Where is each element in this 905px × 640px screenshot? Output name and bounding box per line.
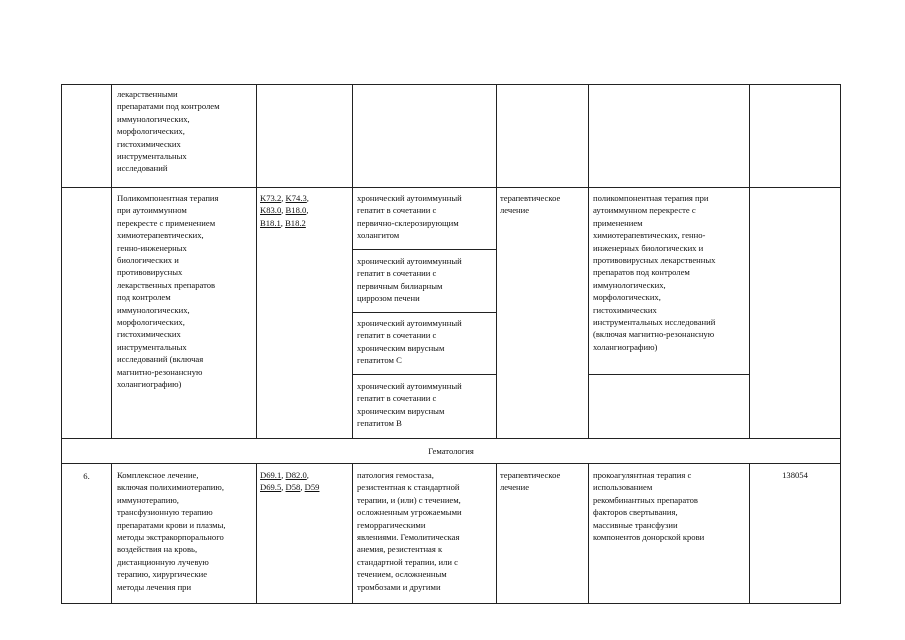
section-divider-bottom: [61, 463, 841, 464]
treatment-type-text: терапевтическое лечение: [500, 470, 561, 493]
col-sep: [111, 84, 112, 438]
method-text: Поликомпонентная терапия при аутоиммунном перекресте с применением химиотерапевтических, генно-инженерных биологических и противовирусных лекарственных препаратов под контролем иммунологических, морфологических, гистохимических инструментальных исследований (включая магнитно-резонансную холангиографию): [117, 193, 219, 390]
model-subdivider: [352, 312, 496, 313]
icd-code-link[interactable]: D59: [304, 482, 320, 493]
treatment-method-text: поликомпонентная терапия при аутоиммунном перекресте с применением химиотерапевтических, генно- инженерных биологических и противовирусных лекарственных препаратов под контролем иммунологических, морфологических, гистохимических инструментальных исследований (включая магнитно-резонансную холангиографию): [593, 193, 716, 352]
icd-codes: D69.1, D82.0, D69.5, D58, D59: [260, 470, 320, 493]
treatment-type-text: терапевтическое лечение: [500, 193, 561, 216]
icd-code-link[interactable]: K83.0: [260, 205, 282, 216]
row-number: 6.: [83, 471, 90, 481]
icd-code-link[interactable]: K73.2: [260, 193, 282, 203]
table-bottom-border: [61, 603, 841, 604]
table-right-border: [840, 84, 841, 603]
method-subdivider: [588, 374, 749, 375]
col-sep: [588, 84, 589, 438]
icd-code-link[interactable]: B18.1: [260, 217, 281, 228]
section-title: Гематология: [428, 446, 474, 456]
icd-code-link[interactable]: D69.5: [260, 482, 282, 493]
col-sep: [352, 463, 353, 603]
model-subdivider: [352, 249, 496, 250]
col-sep: [256, 84, 257, 438]
col-sep: [749, 463, 750, 603]
model-text: патология гемостаза, резистентная к стандартной терапии, и (или) с течением, осложненным угрожаемыми геморрагическими явлениями. Гемолитическая анемия, резистентная к стандартной терапии, или с течением, осложненным тромбозами и другими: [357, 470, 462, 592]
model-subdivider: [352, 374, 496, 375]
model-text: хронический аутоиммунный гепатит в сочетании с первично-склерозирующим холангитом: [357, 193, 462, 241]
col-sep: [496, 463, 497, 603]
model-text: хронический аутоиммунный гепатит в сочетании с хроническим вирусным гепатитом C: [357, 318, 462, 366]
model-text: хронический аутоиммунный гепатит в сочетании с хроническим вирусным гепатитом B: [357, 381, 462, 429]
col-sep: [111, 463, 112, 603]
section-divider-top: [61, 438, 841, 439]
col-sep: [256, 463, 257, 603]
col-sep: [588, 463, 589, 603]
icd-code-link[interactable]: B18.2: [285, 217, 306, 228]
price-value: 138054: [782, 470, 808, 480]
icd-code-link[interactable]: D58: [285, 482, 301, 493]
col-sep: [496, 84, 497, 438]
method-text: Комплексное лечение, включая полихимиотерапию, иммунотерапию, трансфузионную терапию препаратами крови и плазмы, методы экстракорпорального воздействия на кровь, дистанционную лучевую терапию, хирургические методы лечения при: [117, 470, 226, 592]
icd-code-link[interactable]: D69.1: [260, 470, 282, 480]
table-top-border: [61, 84, 841, 85]
icd-codes: K73.2, K74.3, K83.0, B18.0, B18.1, B18.2: [260, 193, 309, 228]
icd-code-link[interactable]: B18.0: [285, 205, 307, 216]
icd-code-link[interactable]: K74.3: [285, 193, 307, 203]
treatment-method-text: прокоагулянтная терапия с использованием рекомбинантных препаратов факторов свертывания, массивные трансфузии компонентов донорской крови: [593, 470, 705, 543]
row-divider: [61, 187, 841, 188]
icd-code-link[interactable]: D82.0: [285, 470, 307, 480]
model-text: хронический аутоиммунный гепатит в сочетании с первичным билиарным циррозом печени: [357, 256, 462, 304]
table-left-border: [61, 84, 62, 603]
continued-method-text: лекарственными препаратами под контролем иммунологических, морфологических, гистохимических инструментальных исследований: [117, 89, 220, 174]
col-sep: [749, 84, 750, 438]
col-sep: [352, 84, 353, 438]
